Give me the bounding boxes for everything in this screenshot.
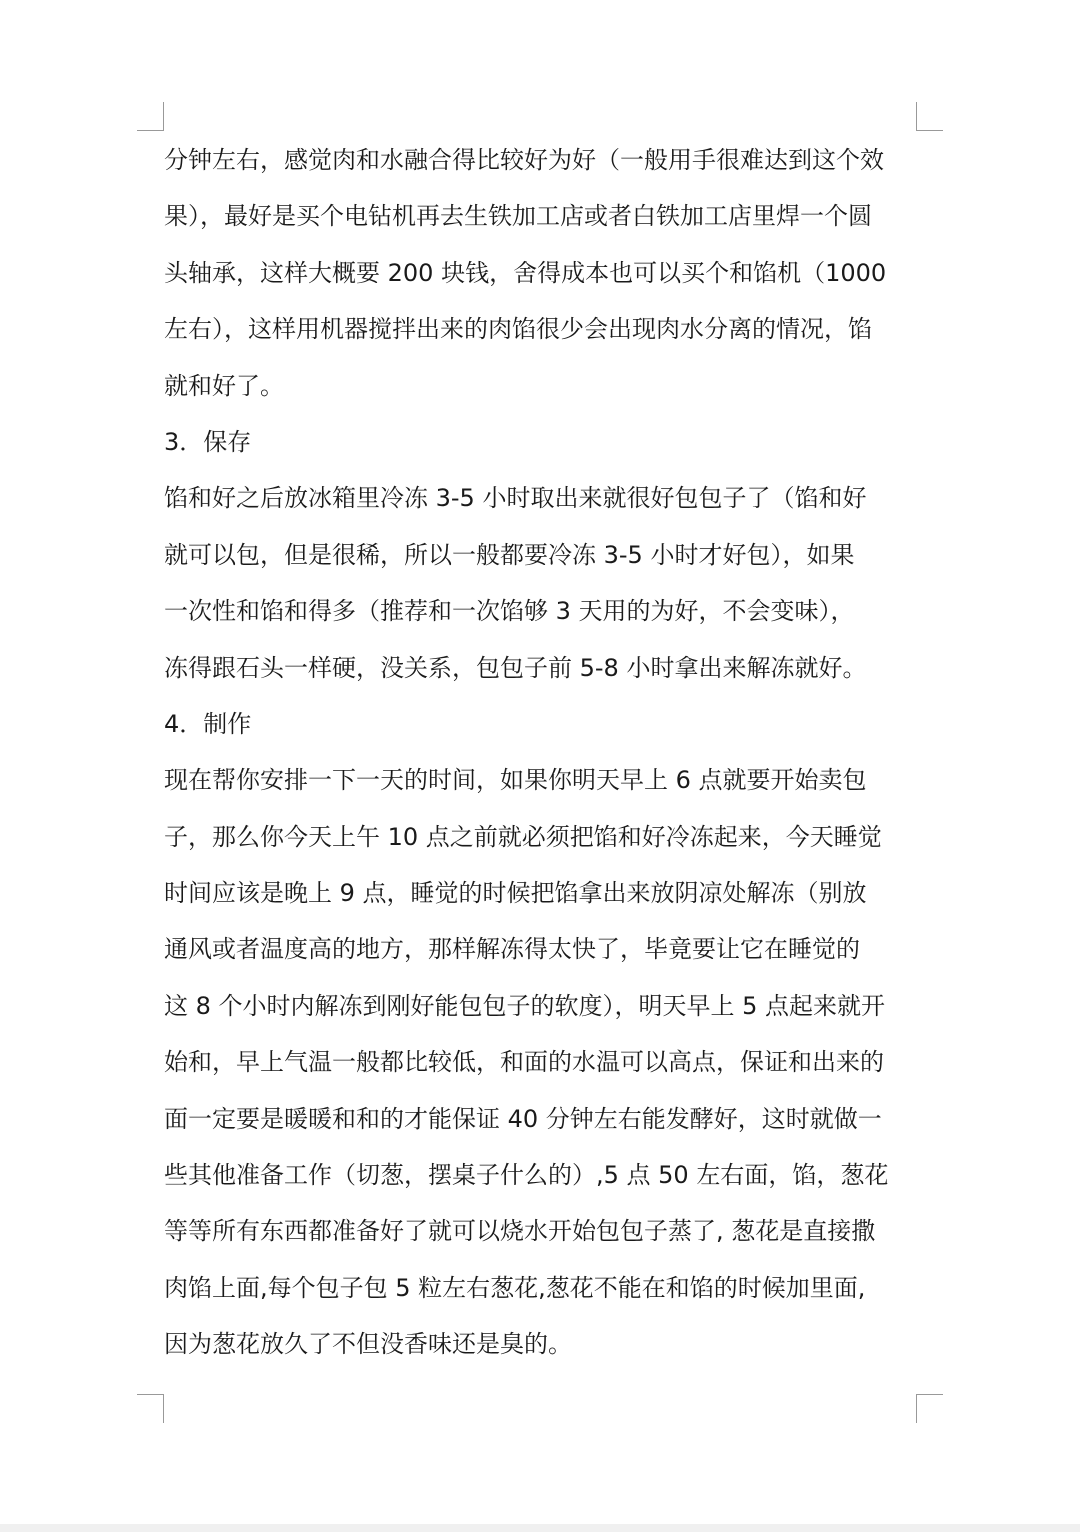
page-bottom-edge	[0, 1524, 1080, 1532]
margin-corner-bottom-left	[137, 1394, 164, 1423]
text-line: 就和好了。	[164, 371, 284, 400]
text-line: 因为葱花放久了不但没香味还是臭的。	[164, 1330, 572, 1359]
margin-corner-top-left	[137, 102, 164, 131]
text-line: 子，那么你今天上午 10 点之前就必须把馅和好冷冻起来，今天睡觉	[164, 822, 882, 851]
text-line: 一次性和馅和得多（推荐和一次馅够 3 天用的为好，不会变味），	[164, 597, 855, 626]
text-line: 时间应该是晚上 9 点，睡觉的时候把馅拿出来放阴凉处解冻（别放	[164, 879, 867, 908]
text-line: 就可以包，但是很稀，所以一般都要冷冻 3-5 小时才好包），如果	[164, 540, 855, 569]
text-line: 肉馅上面,每个包子包 5 粒左右葱花,葱花不能在和馅的时候加里面,	[164, 1273, 866, 1302]
text-line: 馅和好之后放冰箱里冷冻 3-5 小时取出来就很好包包子了（馅和好	[164, 484, 867, 513]
text-line: 面一定要是暖暖和和的才能保证 40 分钟左右能发酵好，这时就做一	[164, 1104, 882, 1133]
margin-corner-top-right	[916, 102, 943, 131]
margin-corner-bottom-right	[916, 1394, 943, 1423]
text-line: 始和，早上气温一般都比较低，和面的水温可以高点，保证和出来的	[164, 1048, 884, 1077]
text-line: 这 8 个小时内解冻到刚好能包包子的软度），明天早上 5 点起来就开	[164, 991, 886, 1020]
text-line: 果），最好是买个电钻机再去生铁加工店或者白铁加工店里焊一个圆	[164, 202, 872, 231]
text-line: 头轴承，这样大概要 200 块钱，舍得成本也可以买个和馅机（1000	[164, 258, 887, 287]
text-line: 等等所有东西都准备好了就可以烧水开始包包子蒸了, 葱花是直接撒	[164, 1217, 876, 1246]
text-line: 左右），这样用机器搅拌出来的肉馅很少会出现肉水分离的情况，馅	[164, 315, 872, 344]
text-line: 冻得跟石头一样硬，没关系，包包子前 5-8 小时拿出来解冻就好。	[164, 653, 867, 682]
text-line: 现在帮你安排一下一天的时间，如果你明天早上 6 点就要开始卖包	[164, 766, 867, 795]
document-body	[164, 140, 924, 1381]
text-line: 分钟左右，感觉肉和水融合得比较好为好（一般用手很难达到这个效	[164, 146, 884, 174]
section-heading: 3．保存	[164, 427, 252, 456]
section-heading: 4．制作	[164, 709, 252, 738]
text-line: 通风或者温度高的地方，那样解冻得太快了，毕竟要让它在睡觉的	[164, 935, 860, 964]
text-line: 些其他准备工作（切葱，摆桌子什么的）,5 点 50 左右面，馅，葱花	[164, 1161, 889, 1190]
